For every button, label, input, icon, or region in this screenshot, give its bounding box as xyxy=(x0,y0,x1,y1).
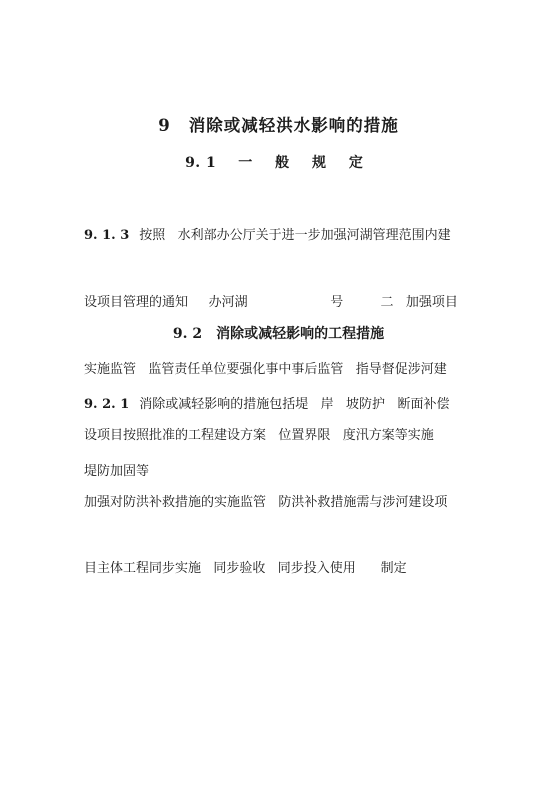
section-title-text: 一 般 规 定 xyxy=(238,155,372,171)
clause-line: 设项目管理的通知 办河湖 号 二 加强项目 xyxy=(84,295,458,310)
clause-line: 实施监管 监管责任单位要强化事中事后监管 指导督促涉河建 xyxy=(84,361,447,377)
section-heading-9-1 xyxy=(0,152,557,172)
clause-number: 9. 2. 1 xyxy=(84,397,130,413)
clause-9-2-1 xyxy=(84,350,484,505)
clause-line xyxy=(84,225,484,247)
chapter-title xyxy=(0,112,557,136)
clause-number: 9. 1. 3 xyxy=(84,228,130,244)
clause-line xyxy=(84,394,484,416)
section-number: 9. 2 xyxy=(172,326,203,342)
clause-line: 加强对防洪补救措施的实施监管 防洪补救措施需与涉河建设项 xyxy=(84,494,448,510)
clause-text: 按照 水利部办公厅关于进一步加强河湖管理范围内建 xyxy=(139,228,451,244)
chapter-title-text: 消除或减轻洪水影响的措施 xyxy=(188,116,399,135)
clause-text: 消除或减轻影响的措施包括堤 岸 坡防护 断面补偿 xyxy=(139,397,450,413)
clause-line: 目主体工程同步实施 同步验收 同步投入使用 制定 xyxy=(84,561,407,577)
section-heading-9-2 xyxy=(0,323,557,343)
clause-line: 设项目按照批准的工程建设方案 位置界限 度汛方案等实施 xyxy=(84,428,434,444)
clause-line: 堤防加固等 xyxy=(84,464,150,479)
section-number: 9. 1 xyxy=(185,155,217,171)
section-title-text: 消除或减轻影响的工程措施 xyxy=(216,326,385,342)
chapter-number: 9 xyxy=(158,116,171,135)
